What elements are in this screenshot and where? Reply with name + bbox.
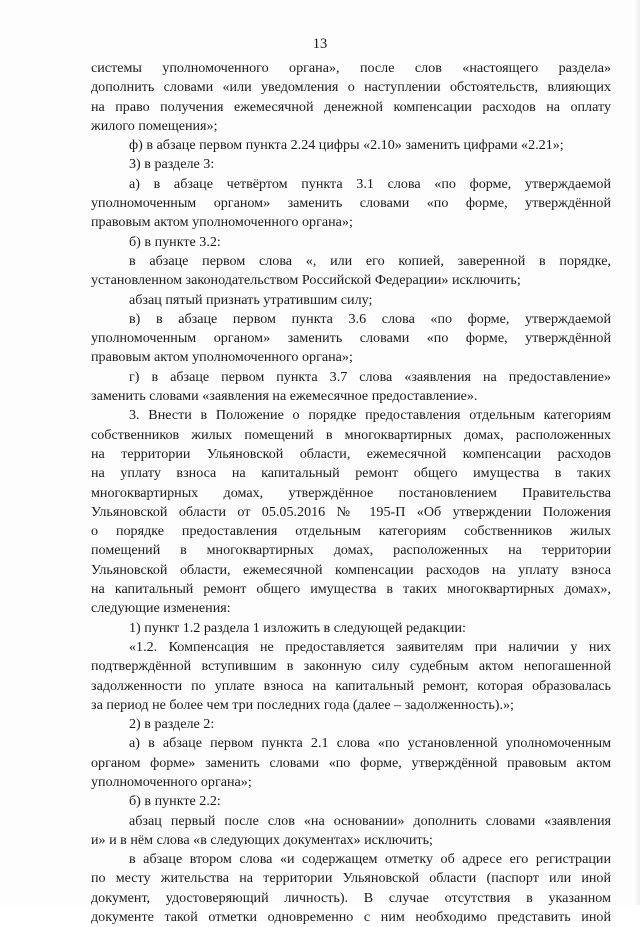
text-line: о порядке предоставления отдельным категориям собственников жилых	[91, 523, 611, 540]
page-number: 13	[312, 36, 328, 52]
text-line: в абзаце втором слова «и содержащем отметку об адресе его регистрации	[129, 851, 611, 868]
text-line: дополнить словами «или уведомления о наступлении обстоятельств, влияющих	[91, 79, 611, 96]
text-line: 3) в разделе 3:	[129, 156, 215, 173]
text-line: Ульяновской области от 05.05.2016 № 195-П «Об утверждении Положения	[91, 503, 611, 520]
text-line: на территории Ульяновской области, ежемесячной компенсации расходов	[91, 445, 611, 462]
text-line: ф) в абзаце первом пункта 2.24 цифры «2.10» заменить цифрами «2.21»;	[129, 137, 564, 154]
scan-edge-shadow	[634, 0, 640, 905]
text-line: г) в абзаце первом пункта 3.7 слова «заявления на предоставление»	[129, 368, 611, 385]
text-line: 3. Внести в Положение о порядке предоставления отдельным категориям	[129, 407, 611, 424]
text-line: уполномоченным органом» заменить словами «по форме, утверждённой	[91, 330, 611, 347]
text-line: и» и в нём слова «в следующих документах» исключить;	[91, 831, 433, 848]
text-line: на капитальный ремонт общего имущества в таких многоквартирных домах»,	[91, 581, 611, 598]
text-line: задолженности по уплате взноса на капитальный ремонт, которая образовалась	[91, 677, 611, 694]
text-line: б) в пункте 2.2:	[129, 793, 221, 810]
text-line: документ, удостоверяющий личность). В случае отсутствия в указанном	[91, 889, 611, 906]
text-line: за период не более чем три последних года (далее – задолженность).»;	[91, 696, 514, 713]
text-line: органом форме» заменить словами «по форме, утверждённой правовым актом	[91, 754, 611, 771]
text-line: Ульяновской области, ежемесячной компенсации расходов на уплату взноса	[91, 561, 611, 578]
document-body	[91, 59, 611, 927]
text-line: правовым актом уполномоченного органа»;	[91, 214, 353, 231]
text-line: в) в абзаце первом пункта 3.6 слова «по форме, утверждаемой	[129, 310, 611, 327]
text-line: 2) в разделе 2:	[129, 716, 215, 733]
text-line: помещений в многоквартирных домах, расположенных на территории	[91, 542, 611, 559]
text-line: «1.2. Компенсация не предоставляется заявителям при наличии у них	[129, 638, 611, 655]
text-line: многоквартирных домах, утверждённое постановлением Правительства	[91, 484, 611, 501]
text-line: а) в абзаце первом пункта 2.1 слова «по установленной уполномоченным	[129, 735, 611, 752]
text-line: системы уполномоченного органа», после слов «настоящего раздела»	[91, 60, 611, 76]
text-line: уполномоченным органом» заменить словами «по форме, утверждённой	[91, 195, 611, 212]
text-line: абзац первый после слов «на основании» дополнить словами «заявления	[129, 812, 611, 829]
text-line: жилого помещения»;	[91, 117, 218, 134]
text-line: следующие изменения:	[91, 600, 231, 617]
text-line: по месту жительства на территории Ульяновской области (паспорт или иной	[91, 870, 611, 887]
text-line: уполномоченного органа»;	[91, 773, 252, 790]
text-line: правовым актом уполномоченного органа»;	[91, 349, 353, 366]
text-line: заменить словами «заявления на ежемесячное предоставление».	[91, 388, 478, 405]
text-line: на уплату взноса на капитальный ремонт общего имущества в таких	[91, 465, 611, 482]
text-line: подтверждённой вступившим в законную силу судебным актом непогашенной	[91, 658, 611, 675]
text-line: 1) пункт 1.2 раздела 1 изложить в следующей редакции:	[129, 619, 466, 636]
text-line: документе такой отметки одновременно с ним необходимо представить иной	[91, 909, 611, 926]
text-line: установленном законодательством Российской Федерации» исключить;	[91, 272, 521, 289]
text-line: собственников жилых помещений в многоквартирных домах, расположенных	[91, 426, 611, 443]
text-line: на право получения ежемесячной денежной компенсации расходов на оплату	[91, 98, 611, 115]
text-line: а) в абзаце четвёртом пункта 3.1 слова «по форме, утверждаемой	[129, 175, 611, 192]
text-line: абзац пятый признать утратившим силу;	[129, 291, 373, 308]
text-line: б) в пункте 3.2:	[129, 233, 221, 250]
text-line: в абзаце первом слова «, или его копией, заверенной в порядке,	[129, 252, 611, 269]
